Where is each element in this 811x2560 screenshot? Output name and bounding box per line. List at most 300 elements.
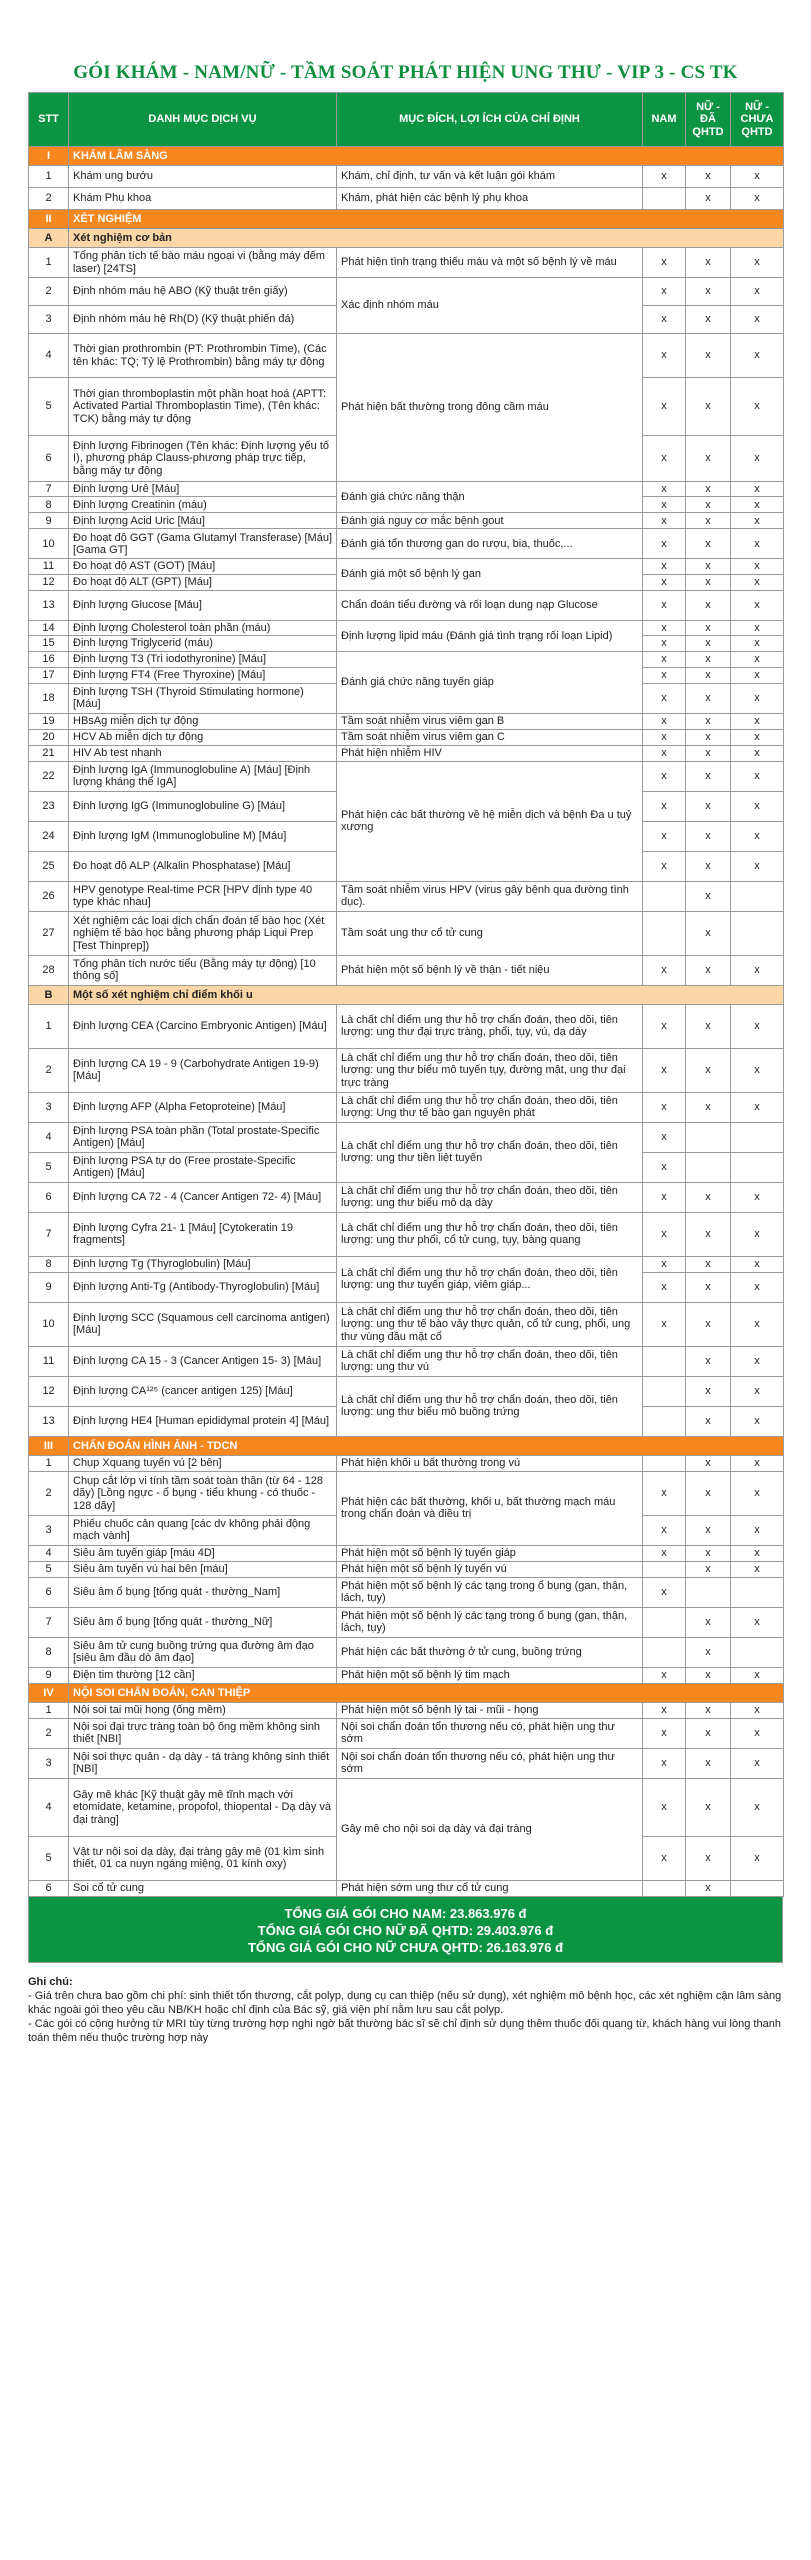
row-number: 2 — [29, 1718, 69, 1748]
table-row — [29, 1346, 784, 1376]
female-single-mark: x — [731, 1182, 784, 1212]
table-row — [29, 1667, 784, 1683]
purpose-text: Là chất chỉ điểm ung thư hỗ trợ chẩn đoán, theo dõi, tiên lượng: ung thư tiền liệt tuyến — [337, 1122, 643, 1182]
purpose-text: Khám, chỉ định, tư vấn và kết luận gói khám — [337, 166, 643, 188]
notes-title: Ghi chú: — [28, 1975, 73, 1988]
row-number: 27 — [29, 911, 69, 955]
row-number: 9 — [29, 513, 69, 529]
male-mark: x — [643, 667, 686, 683]
male-mark: x — [643, 1702, 686, 1718]
service-name: Định lượng CA¹²⁵ (cancer antigen 125) [Máu] — [69, 1376, 337, 1406]
table-row — [29, 1471, 784, 1515]
service-name: Định lượng PSA toàn phần (Total prostate-Specific Antigen) [Máu] — [69, 1122, 337, 1152]
female-married-mark: x — [686, 791, 731, 821]
row-number: 3 — [29, 306, 69, 334]
purpose-text: Khám, phát hiện các bệnh lý phụ khoa — [337, 188, 643, 210]
female-single-mark: x — [731, 745, 784, 761]
male-mark: x — [643, 1778, 686, 1836]
purpose-text: Tầm soát ung thư cổ tử cung — [337, 911, 643, 955]
service-name: HIV Ab test nhanh — [69, 745, 337, 761]
service-name: Chụp cắt lớp vi tính tầm soát toàn thân (từ 64 - 128 dãy) [Lồng ngực - ổ bụng - tiểu khung - có thuốc - 128 dãy] — [69, 1471, 337, 1515]
female-married-mark: x — [686, 683, 731, 713]
female-married-mark: x — [686, 482, 731, 497]
female-single-mark: x — [731, 1302, 784, 1346]
section-label: XÉT NGHIỆM — [69, 210, 784, 229]
female-single-mark: x — [731, 1718, 784, 1748]
row-number: 19 — [29, 713, 69, 729]
row-number: 24 — [29, 821, 69, 851]
female-married-mark: x — [686, 761, 731, 791]
table-row — [29, 620, 784, 635]
male-mark — [643, 1376, 686, 1406]
male-mark: x — [643, 1004, 686, 1048]
table-row — [29, 1718, 784, 1748]
female-married-mark: x — [686, 188, 731, 210]
female-single-mark: x — [731, 729, 784, 745]
male-mark: x — [643, 559, 686, 574]
female-married-mark: x — [686, 1607, 731, 1637]
male-mark: x — [643, 1182, 686, 1212]
notes — [28, 1975, 783, 2045]
row-number: 23 — [29, 791, 69, 821]
service-name: Định lượng Tg (Thyroglobulin) [Máu] — [69, 1256, 337, 1272]
female-single-mark — [731, 1122, 784, 1152]
female-married-mark: x — [686, 436, 731, 482]
service-name: Định lượng Cyfra 21- 1 [Máu] [Cytokeratin 19 fragments] — [69, 1212, 337, 1256]
male-mark: x — [643, 851, 686, 881]
purpose-text: Là chất chỉ điểm ung thư hỗ trợ chẩn đoán, theo dõi, tiên lượng: ung thư tế bào vảy thực quản, cổ tử cung, phổi, ung thư vùng đầu mặt cổ — [337, 1302, 643, 1346]
row-number: 9 — [29, 1667, 69, 1683]
male-mark: x — [643, 248, 686, 278]
female-married-mark: x — [686, 278, 731, 306]
purpose-text: Phát hiện một số bệnh lý về thận - tiết niệu — [337, 955, 643, 985]
section-number: IV — [29, 1683, 69, 1702]
section-row — [29, 1683, 784, 1702]
female-single-mark: x — [731, 1346, 784, 1376]
row-number: 5 — [29, 1152, 69, 1182]
row-number: 12 — [29, 574, 69, 590]
table-row — [29, 590, 784, 620]
female-married-mark: x — [686, 1256, 731, 1272]
section-label: CHẨN ĐOÁN HÌNH ẢNH - TDCN — [69, 1436, 784, 1455]
totals-block — [28, 1897, 783, 1963]
female-married-mark: x — [686, 1092, 731, 1122]
female-single-mark: x — [731, 1092, 784, 1122]
male-mark: x — [643, 651, 686, 667]
female-married-mark: x — [686, 1718, 731, 1748]
service-name: Định lượng SCC (Squamous cell carcinoma antigen) [Máu] — [69, 1302, 337, 1346]
female-married-mark: x — [686, 881, 731, 911]
female-single-mark — [731, 881, 784, 911]
service-name: Định lượng FT4 (Free Thyroxine) [Máu] — [69, 667, 337, 683]
row-number: 6 — [29, 436, 69, 482]
male-mark: x — [643, 635, 686, 651]
table-header-row — [29, 93, 784, 147]
female-married-mark: x — [686, 821, 731, 851]
subsection-row — [29, 985, 784, 1004]
male-mark: x — [643, 1256, 686, 1272]
row-number: 15 — [29, 635, 69, 651]
female-married-mark: x — [686, 334, 731, 378]
table-row — [29, 513, 784, 529]
service-name: Định lượng Cholesterol toàn phần (máu) — [69, 620, 337, 635]
purpose-text: Phát hiện các bất thường, khối u, bất thường mạch máu trong chẩn đoán và điều trị — [337, 1471, 643, 1545]
row-number: 10 — [29, 1302, 69, 1346]
female-single-mark — [731, 1577, 784, 1607]
row-number: 13 — [29, 590, 69, 620]
male-mark — [643, 188, 686, 210]
female-married-mark: x — [686, 1471, 731, 1515]
section-number: III — [29, 1436, 69, 1455]
service-name: Định lượng Triglycerid (máu) — [69, 635, 337, 651]
male-mark: x — [643, 1836, 686, 1880]
female-single-mark: x — [731, 1607, 784, 1637]
male-mark: x — [643, 574, 686, 590]
female-single-mark — [731, 1637, 784, 1667]
service-name: Siêu âm tuyến vú hai bên [máu] — [69, 1561, 337, 1577]
male-mark: x — [643, 745, 686, 761]
female-married-mark: x — [686, 1182, 731, 1212]
service-name: Nội soi đại trực tràng toàn bộ ống mềm không sinh thiết [NBI] — [69, 1718, 337, 1748]
service-table — [28, 92, 784, 1897]
female-single-mark: x — [731, 1256, 784, 1272]
purpose-text: Phát hiện một số bệnh lý tuyến vú — [337, 1561, 643, 1577]
table-row — [29, 1702, 784, 1718]
female-single-mark: x — [731, 1545, 784, 1561]
female-married-mark: x — [686, 1702, 731, 1718]
section-number: B — [29, 985, 69, 1004]
purpose-text: Phát hiện các bất thường về hệ miễn dịch và bệnh Đa u tuỷ xương — [337, 761, 643, 881]
purpose-text: Chẩn đoán tiểu đường và rối loạn dung nạp Glucose — [337, 590, 643, 620]
table-row — [29, 1880, 784, 1896]
service-name: Đo hoạt độ AST (GOT) [Máu] — [69, 559, 337, 574]
service-name: Định lượng HE4 [Human epididymal protein 4] [Máu] — [69, 1406, 337, 1436]
subsection-row — [29, 229, 784, 248]
male-mark: x — [643, 1545, 686, 1561]
female-married-mark: x — [686, 713, 731, 729]
male-mark: x — [643, 1092, 686, 1122]
service-name: Gây mê khác [Kỹ thuật gây mê tĩnh mạch với etomidate, ketamine, propofol, thiopental - Dạ dày và đại tràng] — [69, 1778, 337, 1836]
female-single-mark: x — [731, 1702, 784, 1718]
row-number: 4 — [29, 1778, 69, 1836]
female-married-mark: x — [686, 378, 731, 436]
table-body — [29, 147, 784, 1897]
purpose-text: Là chất chỉ điểm ung thư hỗ trợ chẩn đoán, theo dõi, tiên lượng: ung thư phổi, cổ tử cung, tụy, bàng quang — [337, 1212, 643, 1256]
female-married-mark: x — [686, 729, 731, 745]
row-number: 3 — [29, 1092, 69, 1122]
female-married-mark — [686, 1577, 731, 1607]
row-number: 1 — [29, 248, 69, 278]
service-name: Đo hoạt độ ALT (GPT) [Máu] — [69, 574, 337, 590]
row-number: 1 — [29, 1004, 69, 1048]
male-mark: x — [643, 683, 686, 713]
row-number: 9 — [29, 1272, 69, 1302]
male-mark: x — [643, 1748, 686, 1778]
female-married-mark: x — [686, 911, 731, 955]
female-single-mark: x — [731, 590, 784, 620]
section-label: Xét nghiệm cơ bản — [69, 229, 784, 248]
table-row — [29, 1256, 784, 1272]
table-row — [29, 1212, 784, 1256]
purpose-text: Là chất chỉ điểm ung thư hỗ trợ chẩn đoán, theo dõi, tiên lượng: ung thư biểu mô tuyến tụy, đường mật, ung thư đại trực tràng — [337, 1048, 643, 1092]
row-number: 5 — [29, 1836, 69, 1880]
total-female-married: TỔNG GIÁ GÓI CHO NỮ ĐÃ QHTD: 29.403.976 đ — [257, 1922, 554, 1938]
row-number: 2 — [29, 188, 69, 210]
row-number: 3 — [29, 1515, 69, 1545]
purpose-text: Là chất chỉ điểm ung thư hỗ trợ chẩn đoán, theo dõi, tiên lượng: ung thư tuyến giáp, viêm giáp... — [337, 1256, 643, 1302]
service-name: Đo hoạt độ GGT (Gama Glutamyl Transferase) [Máu] [Gama GT] — [69, 529, 337, 559]
female-single-mark: x — [731, 683, 784, 713]
header-service: DANH MỤC DỊCH VỤ — [69, 93, 337, 147]
row-number: 14 — [29, 620, 69, 635]
service-name: Định lượng IgG (Immunoglobuline G) [Máu] — [69, 791, 337, 821]
male-mark: x — [643, 1302, 686, 1346]
service-name: HBsAg miễn dịch tự động — [69, 713, 337, 729]
male-mark: x — [643, 1471, 686, 1515]
female-married-mark: x — [686, 667, 731, 683]
row-number: 5 — [29, 378, 69, 436]
female-married-mark: x — [686, 1272, 731, 1302]
total-male: TỔNG GIÁ GÓI CHO NAM: 23.863.976 đ — [284, 1905, 527, 1921]
row-number: 3 — [29, 1748, 69, 1778]
female-single-mark: x — [731, 1471, 784, 1515]
female-single-mark — [731, 1152, 784, 1182]
male-mark — [643, 1455, 686, 1471]
header-female-married: NỮ - ĐÃ QHTD — [686, 93, 731, 147]
service-name: Thời gian thromboplastin một phần hoạt hoá (APTT: Activated Partial Thromboplastin Time), (Tên khác: TCK) bằng máy tự động — [69, 378, 337, 436]
service-name: Định lượng IgA (Immunoglobuline A) [Máu] [Định lượng kháng thể IgA] — [69, 761, 337, 791]
service-name: Định lượng CEA (Carcino Embryonic Antigen) [Máu] — [69, 1004, 337, 1048]
male-mark: x — [643, 529, 686, 559]
female-married-mark: x — [686, 1346, 731, 1376]
female-married-mark: x — [686, 1748, 731, 1778]
female-married-mark: x — [686, 1004, 731, 1048]
male-mark: x — [643, 1515, 686, 1545]
female-married-mark: x — [686, 1836, 731, 1880]
female-single-mark: x — [731, 436, 784, 482]
female-single-mark — [731, 1880, 784, 1896]
female-single-mark: x — [731, 497, 784, 513]
female-married-mark: x — [686, 1302, 731, 1346]
female-married-mark: x — [686, 955, 731, 985]
male-mark: x — [643, 513, 686, 529]
row-number: 20 — [29, 729, 69, 745]
table-row — [29, 1092, 784, 1122]
table-row — [29, 278, 784, 306]
table-row — [29, 761, 784, 791]
table-row — [29, 482, 784, 497]
purpose-text: Phát hiện một số bệnh lý tai - mũi - họng — [337, 1702, 643, 1718]
purpose-text: Tầm soát nhiễm virus viêm gan B — [337, 713, 643, 729]
table-row — [29, 651, 784, 667]
page-title: GÓI KHÁM - NAM/NỮ - TẦM SOÁT PHÁT HIỆN UNG THƯ - VIP 3 - CS TK — [73, 62, 738, 83]
male-mark: x — [643, 306, 686, 334]
female-single-mark: x — [731, 1667, 784, 1683]
row-number: 11 — [29, 559, 69, 574]
female-single-mark: x — [731, 166, 784, 188]
female-married-mark: x — [686, 248, 731, 278]
female-single-mark: x — [731, 620, 784, 635]
female-single-mark: x — [731, 378, 784, 436]
table-row — [29, 713, 784, 729]
service-name: Soi cổ tử cung — [69, 1880, 337, 1896]
service-name: Định lượng AFP (Alpha Fetoproteine) [Máu] — [69, 1092, 337, 1122]
female-married-mark: x — [686, 1212, 731, 1256]
female-single-mark: x — [731, 529, 784, 559]
total-female-single: TỔNG GIÁ GÓI CHO NỮ CHƯA QHTD: 26.163.976 đ — [247, 1939, 564, 1955]
male-mark: x — [643, 729, 686, 745]
service-name: Định lượng Creatinin (máu) — [69, 497, 337, 513]
row-number: 7 — [29, 1607, 69, 1637]
service-name: Vật tư nội soi dạ dày, đại tràng gây mê (01 kìm sinh thiết, 01 ca nuyn ngáng miệng, 01 kính oxy) — [69, 1836, 337, 1880]
male-mark: x — [643, 821, 686, 851]
male-mark — [643, 1880, 686, 1896]
table-row — [29, 248, 784, 278]
male-mark: x — [643, 955, 686, 985]
male-mark: x — [643, 378, 686, 436]
purpose-text: Gây mê cho nội soi dạ dày và đại tràng — [337, 1778, 643, 1880]
female-married-mark: x — [686, 651, 731, 667]
male-mark: x — [643, 1048, 686, 1092]
female-married-mark — [686, 1122, 731, 1152]
table-row — [29, 166, 784, 188]
table-row — [29, 1748, 784, 1778]
male-mark — [643, 1637, 686, 1667]
female-single-mark: x — [731, 1406, 784, 1436]
female-married-mark: x — [686, 1545, 731, 1561]
table-row — [29, 1637, 784, 1667]
table-row — [29, 1577, 784, 1607]
service-name: Đo hoạt độ ALP (Alkalin Phosphatase) [Máu] — [69, 851, 337, 881]
male-mark: x — [643, 590, 686, 620]
row-number: 4 — [29, 334, 69, 378]
section-row — [29, 147, 784, 166]
row-number: 6 — [29, 1880, 69, 1896]
male-mark: x — [643, 620, 686, 635]
female-single-mark: x — [731, 1515, 784, 1545]
service-name: Siêu âm tuyến giáp [máu 4D] — [69, 1545, 337, 1561]
female-married-mark: x — [686, 1376, 731, 1406]
table-row — [29, 955, 784, 985]
female-single-mark: x — [731, 248, 784, 278]
note-line: - Các gói có cộng hưởng từ MRI tùy từng trường hợp nghi ngờ bất thường bác sĩ sẽ chỉ định sử dụng thêm thuốc đối quang từ, khách hàng vui lòng thanh toán thêm nếu thuộc trường hợp này — [28, 2017, 781, 2044]
purpose-text: Phát hiện các bất thường ở tử cung, buồng trứng — [337, 1637, 643, 1667]
male-mark: x — [643, 1212, 686, 1256]
service-name: Điện tim thường [12 cần] — [69, 1667, 337, 1683]
female-single-mark: x — [731, 635, 784, 651]
female-married-mark: x — [686, 1667, 731, 1683]
table-row — [29, 529, 784, 559]
row-number: 22 — [29, 761, 69, 791]
service-name: Định nhóm máu hệ Rh(D) (Kỹ thuật phiến đá) — [69, 306, 337, 334]
service-name: Định lượng CA 72 - 4 (Cancer Antigen 72- 4) [Máu] — [69, 1182, 337, 1212]
female-married-mark: x — [686, 635, 731, 651]
male-mark: x — [643, 334, 686, 378]
service-name: Định lượng Fibrinogen (Tên khác: Định lượng yếu tố I), phương pháp Clauss-phương pháp trực tiếp, bằng máy tự động — [69, 436, 337, 482]
service-name: Xét nghiệm các loại dịch chẩn đoán tế bào học (Xét nghiệm tế bào học bằng phương pháp Liqui Prep [Test Thinprep]) — [69, 911, 337, 955]
purpose-text: Phát hiện sớm ung thư cổ tử cung — [337, 1880, 643, 1896]
row-number: 7 — [29, 482, 69, 497]
female-single-mark: x — [731, 851, 784, 881]
row-number: 4 — [29, 1545, 69, 1561]
row-number: 21 — [29, 745, 69, 761]
row-number: 8 — [29, 1637, 69, 1667]
row-number: 17 — [29, 667, 69, 683]
male-mark — [643, 1406, 686, 1436]
female-married-mark: x — [686, 851, 731, 881]
purpose-text: Nội soi chẩn đoán tổn thương nếu có, phát hiện ung thư sớm — [337, 1718, 643, 1748]
row-number: 2 — [29, 1471, 69, 1515]
header-male: NAM — [643, 93, 686, 147]
female-single-mark: x — [731, 188, 784, 210]
male-mark: x — [643, 1152, 686, 1182]
male-mark — [643, 1607, 686, 1637]
female-single-mark: x — [731, 306, 784, 334]
purpose-text: Phát hiện tình trạng thiếu máu và một số bệnh lý về máu — [337, 248, 643, 278]
service-name: Khám Phụ khoa — [69, 188, 337, 210]
purpose-text: Phát hiện một số bệnh lý tim mạch — [337, 1667, 643, 1683]
table-row — [29, 745, 784, 761]
purpose-text: Là chất chỉ điểm ung thư hỗ trợ chẩn đoán, theo dõi, tiên lượng: ung thư vú — [337, 1346, 643, 1376]
table-row — [29, 1561, 784, 1577]
service-name: Siêu âm ổ bụng [tổng quát - thường_Nam] — [69, 1577, 337, 1607]
male-mark — [643, 1346, 686, 1376]
female-single-mark: x — [731, 1212, 784, 1256]
row-number: 1 — [29, 1702, 69, 1718]
table-row — [29, 1122, 784, 1152]
female-single-mark: x — [731, 513, 784, 529]
section-number: I — [29, 147, 69, 166]
male-mark: x — [643, 1577, 686, 1607]
service-name: Định lượng Urê [Máu] — [69, 482, 337, 497]
female-married-mark: x — [686, 574, 731, 590]
purpose-text: Phát hiện bất thường trong đông cầm máu — [337, 334, 643, 482]
service-name: Định lượng TSH (Thyroid Stimulating hormone) [Máu] — [69, 683, 337, 713]
female-single-mark: x — [731, 1004, 784, 1048]
table-row — [29, 1182, 784, 1212]
service-name: Định nhóm máu hệ ABO (Kỹ thuật trên giấy) — [69, 278, 337, 306]
male-mark: x — [643, 1667, 686, 1683]
male-mark: x — [643, 791, 686, 821]
service-name: Siêu âm tử cung buồng trứng qua đường âm đạo [siêu âm đầu dò âm đạo] — [69, 1637, 337, 1667]
purpose-text: Phát hiện nhiễm HIV — [337, 745, 643, 761]
service-name: Chụp Xquang tuyến vú [2 bên] — [69, 1455, 337, 1471]
female-single-mark: x — [731, 334, 784, 378]
table-row — [29, 1048, 784, 1092]
row-number: 8 — [29, 497, 69, 513]
purpose-text: Tầm soát nhiễm virus HPV (virus gây bệnh qua đường tình dục). — [337, 881, 643, 911]
female-married-mark: x — [686, 166, 731, 188]
row-number: 8 — [29, 1256, 69, 1272]
female-single-mark: x — [731, 1748, 784, 1778]
purpose-text: Định lượng lipid máu (Đánh giá tình trạng rối loạn Lipid) — [337, 620, 643, 651]
male-mark: x — [643, 436, 686, 482]
female-married-mark: x — [686, 620, 731, 635]
female-married-mark: x — [686, 1880, 731, 1896]
female-single-mark: x — [731, 1455, 784, 1471]
service-name: Định lượng Acid Uric [Máu] — [69, 513, 337, 529]
male-mark: x — [643, 1718, 686, 1748]
header-purpose: MỤC ĐÍCH, LỢI ÍCH CỦA CHỈ ĐỊNH — [337, 93, 643, 147]
table-row — [29, 1302, 784, 1346]
row-number: 11 — [29, 1346, 69, 1376]
row-number: 1 — [29, 166, 69, 188]
table-row — [29, 559, 784, 574]
table-row — [29, 729, 784, 745]
female-single-mark: x — [731, 791, 784, 821]
service-name: Định lượng Glucose [Máu] — [69, 590, 337, 620]
female-single-mark: x — [731, 667, 784, 683]
